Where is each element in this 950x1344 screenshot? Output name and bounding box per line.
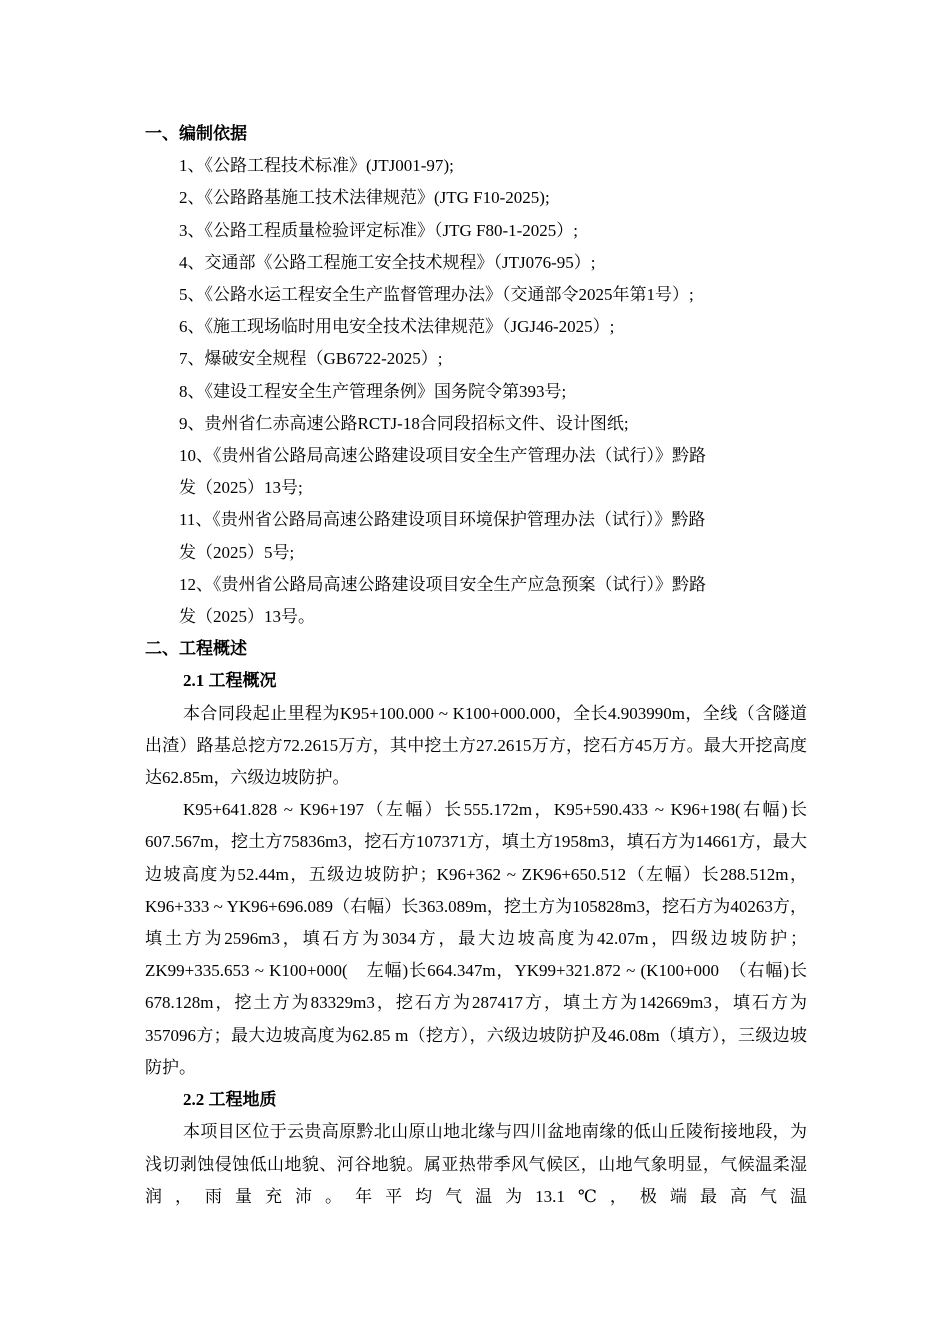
reference-item-12-line-1: 12、《贵州省公路局高速公路建设项目安全生产应急预案（试行）》黔路: [179, 574, 706, 594]
paragraph-project-overview-2: K95+641.828 ~ K96+197（左幅）长555.172m，K95+590.433 ~ K96+198(右幅)长607.567m，挖土方75836m3，挖石方107371方，填土方1958m3，填石方为14661方，最大边坡高度为52.44m，五级边坡防护；K96+362 ~ ZK96+650.512（左幅）长288.512m，K96+333 ~ YK96+696.089（右幅）长363.089m，挖土方为105828m3，挖石方为40263方，填土方为2596m3，填石方为3034方，最大边坡高度为42.07m，四级边坡防护；ZK99+335.653 ~ K100+000( 左幅)长664.347m，YK99+321.872 ~ (K100+000 （右幅)长678.128m，挖土方为83329m3，挖石方为287417方，填土方为142669m3，填石方为357096方；最大边坡高度为62.85 m（挖方），六级边坡防护及46.08m（填方），三级边坡防护。: [145, 800, 807, 1077]
reference-item-12-line-2: 发（2025）13号。: [179, 607, 315, 627]
reference-item-8: 8、《建设工程安全生产管理条例》国务院令第393号;: [179, 381, 567, 401]
subsection-heading-geology: 2.2 工程地质: [183, 1090, 277, 1110]
reference-item-10-line-1: 10、《贵州省公路局高速公路建设项目安全生产管理办法（试行）》黔路: [179, 446, 706, 466]
reference-item-5: 5、《公路水运工程安全生产监督管理办法》（交通部令2025年第1号）;: [179, 285, 694, 305]
reference-item-3: 3、《公路工程质量检验评定标准》（JTG F80-1-2025）;: [179, 220, 579, 240]
subsection-heading-project-overview: 2.1 工程概况: [183, 671, 277, 691]
reference-item-11-line-2: 发（2025）5号;: [179, 542, 295, 562]
paragraph-project-overview-1: 本合同段起止里程为K95+100.000 ~ K100+000.000，全长4.903990m，全线（含隧道出渣）路基总挖方72.2615万方，其中挖土方27.2615万方，挖石方45万方。最大开挖高度达62.85m，六级边坡防护。: [145, 703, 807, 788]
reference-item-10: [145, 440, 807, 504]
document-page: [145, 118, 807, 1213]
reference-list: [145, 150, 807, 633]
reference-item-10-line-2: 发（2025）13号;: [179, 478, 303, 498]
reference-item-11: [145, 504, 807, 568]
reference-item-12: [145, 569, 807, 633]
reference-item-7: 7、爆破安全规程（GB6722-2025）;: [179, 349, 443, 369]
reference-item-9: 9、贵州省仁赤高速公路RCTJ-18合同段招标文件、设计图纸;: [179, 413, 629, 433]
section-heading-overview: 二、工程概述: [145, 639, 247, 659]
reference-item-1: 1、《公路工程技术标准》(JTJ001-97);: [179, 156, 454, 176]
section-heading-basis: 一、编制依据: [145, 124, 247, 143]
reference-item-6: 6、《施工现场临时用电安全技术法律规范》（JGJ46-2025）;: [179, 317, 615, 337]
paragraph-geology-1: 本项目区位于云贵高原黔北山原山地北缘与四川盆地南缘的低山丘陵衔接地段，为浅切剥蚀侵蚀低山地貌、河谷地貌。属亚热带季风气候区，山地气象明显，气候温柔湿润，雨量充沛。年平均气温为13.1℃，极端最高气温: [145, 1122, 807, 1206]
reference-item-11-line-1: 11、《贵州省公路局高速公路建设项目环境保护管理办法（试行）》黔路: [179, 510, 706, 530]
reference-item-4: 4、交通部《公路工程施工安全技术规程》（JTJ076-95）;: [179, 252, 596, 272]
reference-item-2: 2、《公路路基施工技术法律规范》(JTG F10-2025);: [179, 188, 550, 208]
